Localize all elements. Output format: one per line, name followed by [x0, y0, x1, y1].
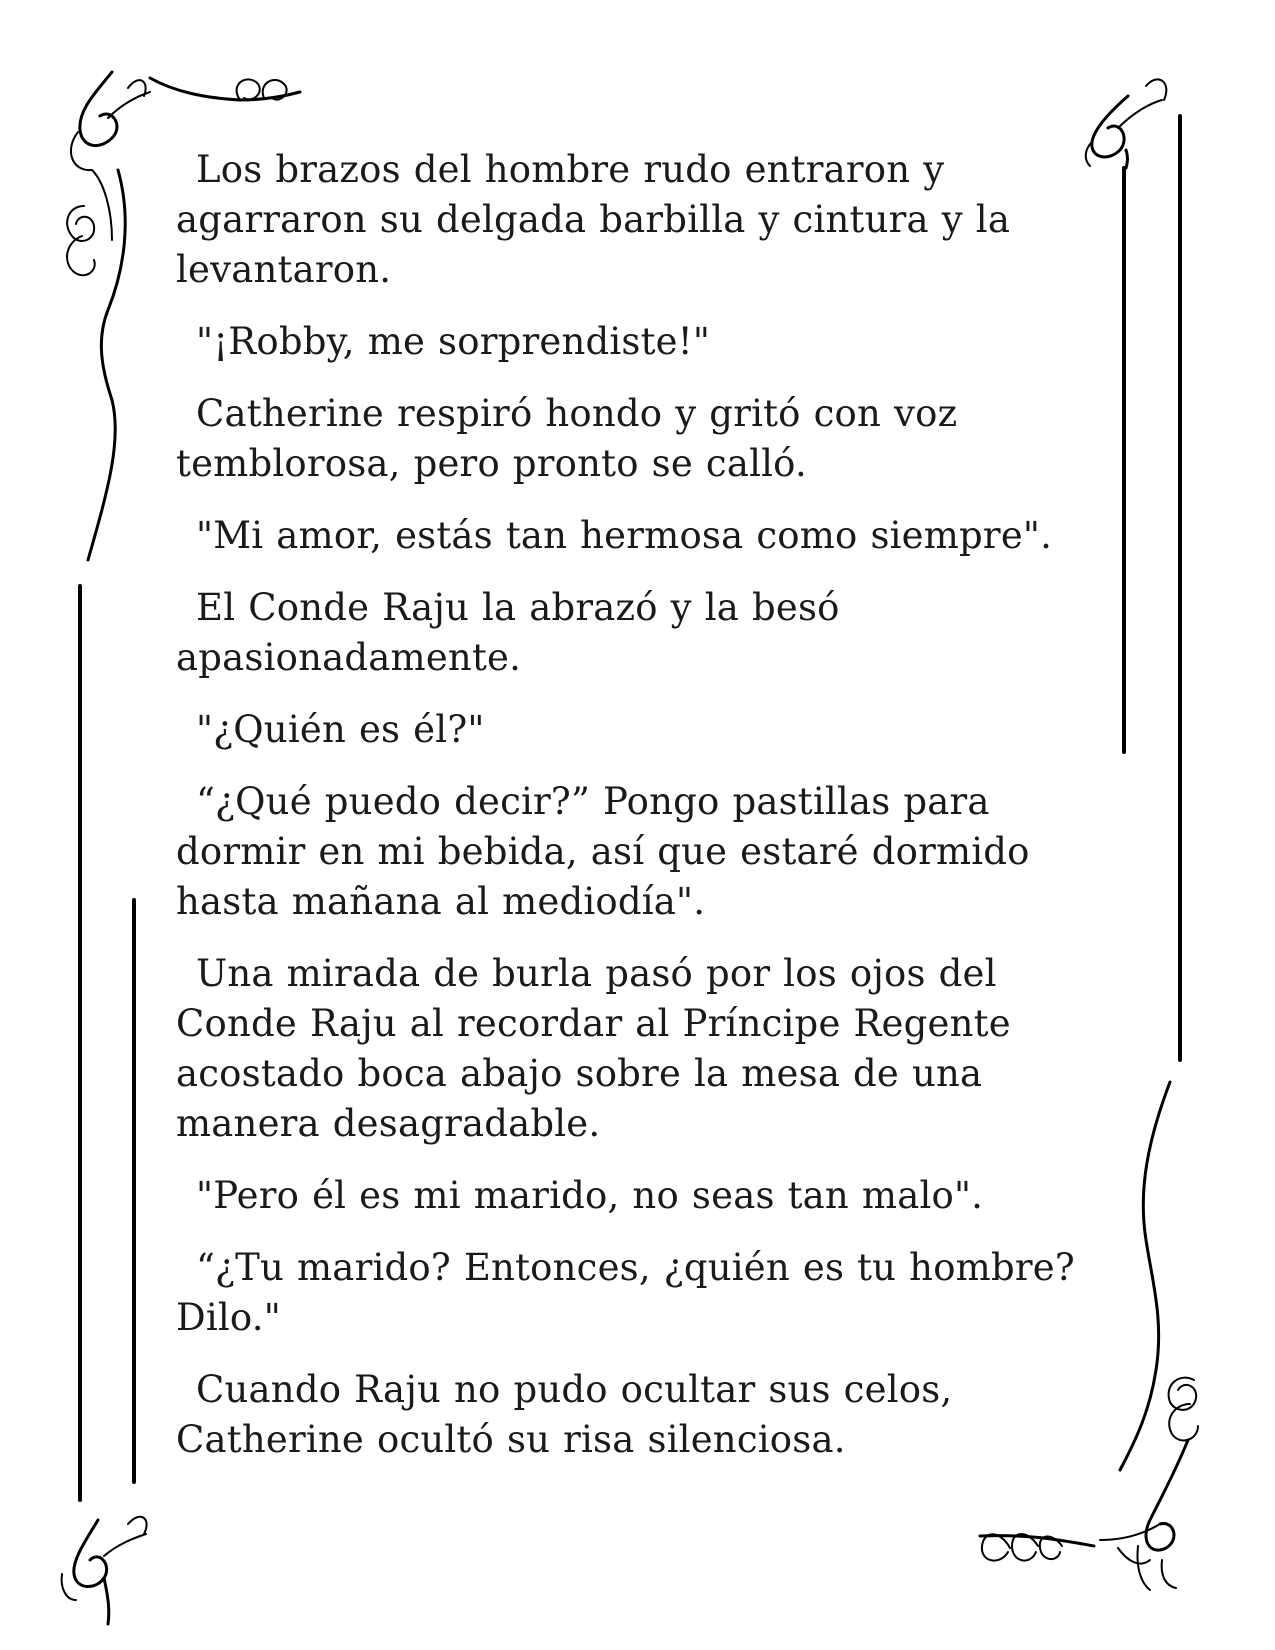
paragraph-1: Los brazos del hombre rudo entraron y agarraron su delgada barbilla y cintura y la levantaron.	[176, 148, 1011, 291]
paragraph-9: "Pero él es mi marido, no seas tan malo".	[196, 1174, 984, 1217]
paragraph-5: El Conde Raju la abrazó y la besó apasionadamente.	[176, 586, 840, 679]
paragraph-3: Catherine respiró hondo y gritó con voz temblorosa, pero pronto se calló.	[176, 392, 958, 485]
story-text	[176, 145, 1096, 1487]
paragraph-7: “¿Qué puedo decir?” Pongo pastillas para dormir en mi bebida, así que estaré dormido hasta mañana al mediodía".	[176, 780, 1030, 923]
paragraph-8: Una mirada de burla pasó por los ojos del Conde Raju al recordar al Príncipe Regente acostado boca abajo sobre la mesa de una manera desagradable.	[176, 952, 1011, 1145]
top-right-flourish-icon	[1086, 79, 1167, 168]
paragraph-10: “¿Tu marido? Entonces, ¿quién es tu hombre? Dilo."	[176, 1246, 1075, 1339]
paragraph-4: "Mi amor, estás tan hermosa como siempre".	[196, 514, 1053, 557]
bottom-left-flourish-icon	[62, 1517, 147, 1624]
paragraph-6: "¿Quién es él?"	[196, 708, 485, 751]
paragraph-2: "¡Robby, me sorprendiste!"	[196, 320, 711, 363]
paragraph-11: Cuando Raju no pudo ocultar sus celos, Catherine ocultó su risa silenciosa.	[176, 1368, 953, 1461]
